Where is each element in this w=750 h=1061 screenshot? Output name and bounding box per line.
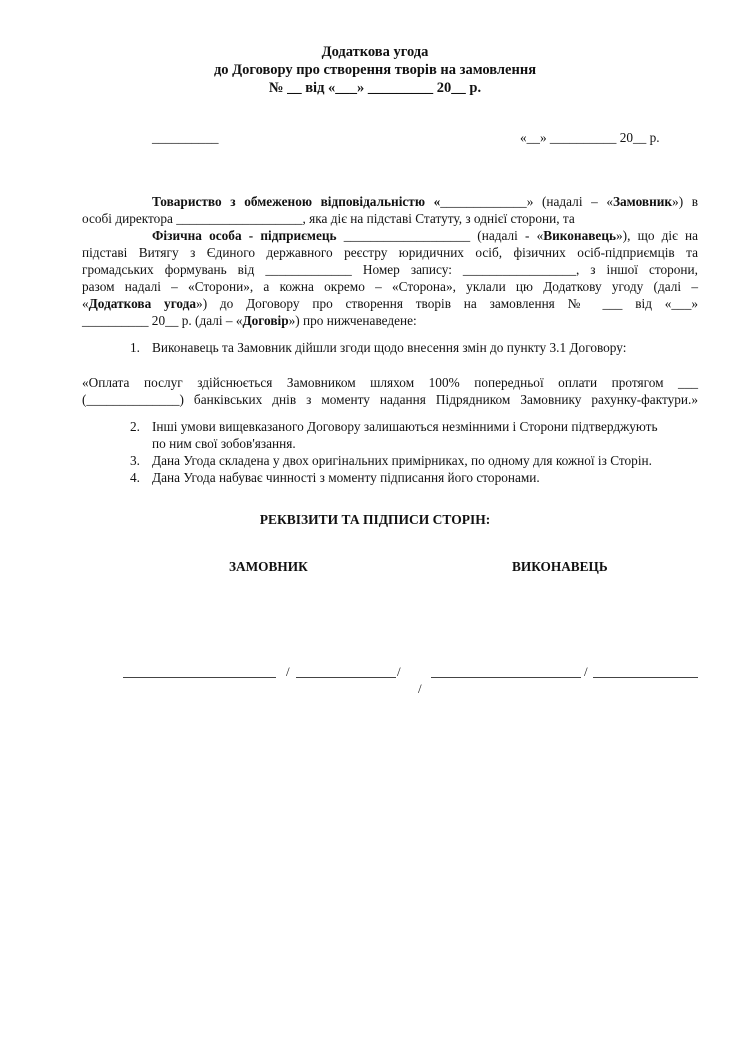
doc-title: Додаткова угода	[321, 44, 429, 60]
requisites-heading: РЕКВІЗИТИ ТА ПІДПИСИ СТОРІН:	[259, 512, 491, 527]
text: «	[82, 296, 89, 311]
text: ») до Договору про створення творів на замовлення № ___ від «___»	[196, 296, 698, 311]
preamble-line-8	[82, 312, 417, 330]
entrepreneur-label: Фізична особа - підприємець	[152, 228, 337, 243]
slash-separator: /	[286, 664, 290, 679]
customer-term: Замовник	[613, 194, 673, 209]
list-item-2-text: Інші умови вищевказаного Договору залишаються незмінними і Сторони підтверджують	[152, 419, 658, 434]
list-item-2-number: 2.	[130, 419, 140, 434]
list-item-2-text-cont: по ним свої зобов'язання.	[152, 436, 296, 451]
contractor-term: Виконавець	[543, 228, 617, 243]
contract-term: Договір	[242, 313, 289, 328]
preamble-line-4: підставі Витягу з Єдиного державного реєстру юридичних осіб, фізичних осіб-підприємців та	[82, 245, 698, 260]
addendum-term: Додаткова угода	[88, 296, 197, 311]
slash-separator: /	[418, 681, 422, 696]
entrepreneur-name-blank: ___________________	[343, 228, 471, 243]
text: » (надалі – «	[526, 194, 614, 209]
text: (надалі - «	[477, 228, 544, 243]
slash-separator: /	[584, 664, 588, 679]
text: __________ 20__ р. (далі – «	[82, 313, 243, 328]
doc-subtitle: до Договору про створення творів на замовлення	[213, 62, 537, 78]
contractor-label: ВИКОНАВЕЦЬ	[512, 559, 608, 574]
company-type: Товариство з обмеженою відповідальністю «	[152, 194, 441, 209]
slash-separator: /	[397, 664, 401, 679]
list-item-1-text: Виконавець та Замовник дійшли згоди щодо внесення змін до пункту 3.1 Договору:	[152, 340, 627, 355]
quote-line-1: «Оплата послуг здійснюється Замовником шляхом 100% попередньої оплати протягом ___	[82, 375, 698, 390]
doc-number-date: № __ від «___» _________ 20__ р.	[268, 80, 482, 96]
company-name-blank: _____________	[440, 194, 527, 209]
preamble-line-3	[82, 227, 698, 245]
list-item-3-text: Дана Угода складена у двох оригінальних примірниках, по одному для кожної із Сторін.	[152, 453, 652, 468]
preamble-line-6: разом надалі – «Сторони», а кожна окремо – «Сторона», уклали цю Додаткову угоду (далі –	[82, 279, 698, 294]
customer-name-line	[296, 677, 396, 678]
list-item-3-number: 3.	[130, 453, 140, 468]
list-item-4-text: Дана Угода набуває чинності з моменту підписання його сторонами.	[152, 470, 540, 485]
customer-signature-line	[123, 677, 276, 678]
preamble-line-5: громадських формувань від _____________ Номер запису: _________________, з іншої сторони,	[82, 262, 698, 277]
list-item-1-number: 1.	[130, 340, 140, 355]
preamble-line-2: особі директора ___________________, яка діє на підставі Статуту, з однієї сторони, та	[82, 211, 575, 226]
contractor-signature-line	[431, 677, 581, 678]
text: ») про нижченаведене:	[288, 313, 417, 328]
place-field: __________	[152, 130, 219, 145]
date-field: «__» __________ 20__ р.	[520, 130, 660, 145]
contractor-name-line	[593, 677, 698, 678]
quote-line-2: (______________) банківських днів з моменту надання Підрядником Замовнику рахунку-фактури.»	[82, 392, 698, 407]
text: ») в	[672, 194, 699, 209]
list-item-4-number: 4.	[130, 470, 140, 485]
preamble-line-7	[82, 295, 698, 313]
text: »), що діє на	[616, 228, 699, 243]
customer-label: ЗАМОВНИК	[229, 559, 308, 574]
preamble-line-1	[82, 193, 698, 211]
